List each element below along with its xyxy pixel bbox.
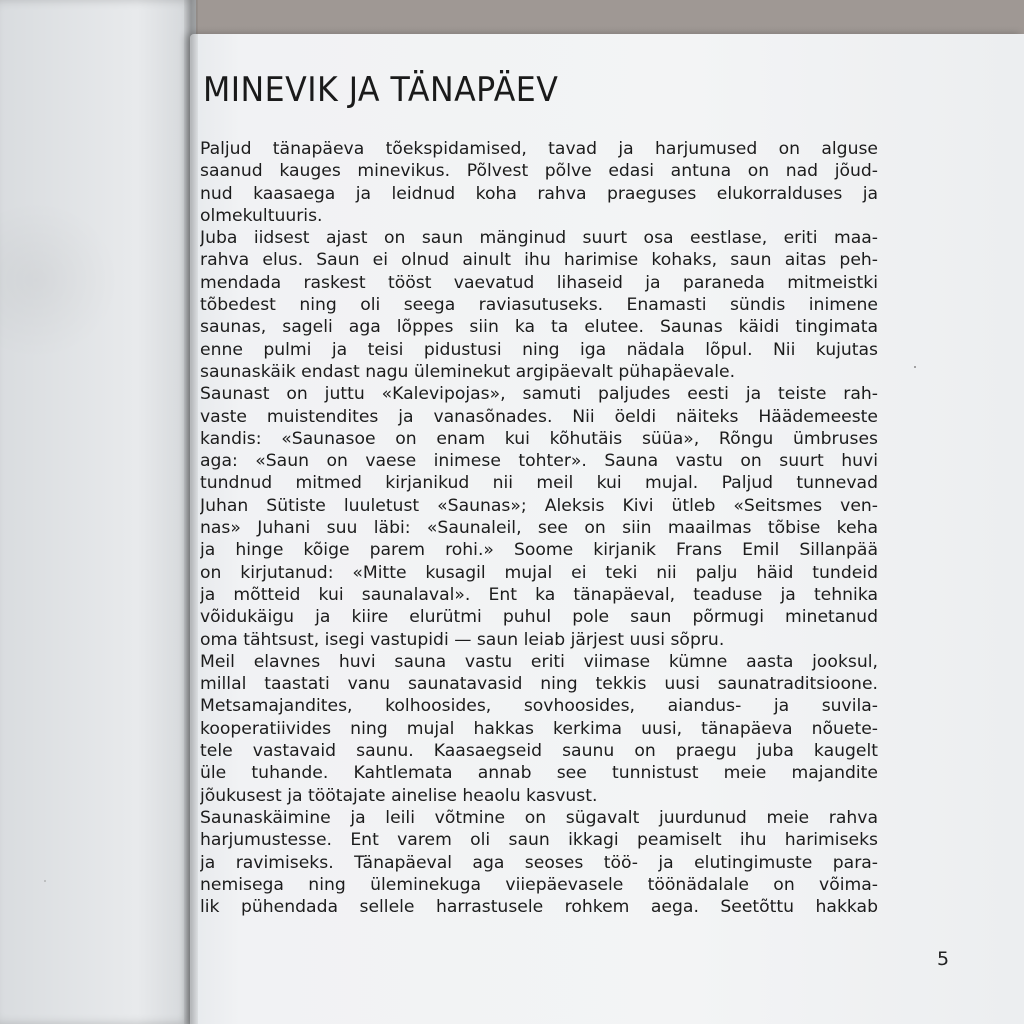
- text-line: lik pühendada sellele harrastusele rohkem aega. Seetõttu hakkab: [200, 897, 878, 918]
- paper-speck: [914, 366, 916, 368]
- text-line: oma tähtsust, isegi vastupidi — saun leiab järjest uusi sõpru.: [200, 629, 725, 650]
- text-line: on kirjutanud: «Mitte kusagil mujal ei teki nii palju häid tundeid: [200, 562, 878, 583]
- text-line: tundnud mitmed kirjanikud nii meil kui mujal. Paljud tunnevad: [200, 473, 878, 494]
- text-line: Saunaskäimine ja leili võtmine on sügavalt juurdunud meie rahva: [200, 807, 878, 828]
- text-line: nemisega ning üleminekuga viiepäevasele töönädalale on võima-: [200, 874, 878, 895]
- body-text: [200, 138, 878, 918]
- text-line: saanud kauges minevikus. Põlvest põlve edasi antuna on nad jõud-: [200, 161, 878, 182]
- left-page: [0, 0, 196, 1024]
- text-line: ja mõtteid kui saunalaval». Ent ka tänapäeval, teaduse ja tehnika: [200, 584, 878, 605]
- text-line: Juhan Sütiste luuletust «Saunas»; Aleksis Kivi ütleb «Seitsmes ven-: [200, 495, 878, 516]
- text-line: Paljud tänapäeva tõekspidamised, tavad ja harjumused on alguse: [200, 139, 878, 159]
- text-line: üle tuhande. Kahtlemata annab see tunnistust meie majandite: [200, 763, 878, 784]
- text-line: harjumustesse. Ent varem oli saun ikkagi peamiselt ihu harimiseks: [200, 830, 878, 851]
- text-line: tele vastavaid saunu. Kaasaegseid saunu on praegu juba kaugelt: [200, 741, 878, 762]
- paper-speck: [44, 880, 46, 882]
- text-line: tõbedest ning oli seega raviasutuseks. Enamasti sündis inimene: [200, 295, 878, 316]
- text-line: Meil elavnes huvi sauna vastu eriti viimase kümne aasta jooksul,: [200, 651, 878, 672]
- chapter-title: MINEVIK JA TÄNAPÄEV: [203, 70, 559, 110]
- text-line: aga: «Saun on vaese inimese tohter». Sauna vastu on suurt huvi: [200, 451, 878, 472]
- text-line: jõukusest ja töötajate ainelise heaolu kasvust.: [200, 785, 598, 806]
- text-line: ja hinge kõige parem rohi.» Soome kirjanik Frans Emil Sillanpää: [200, 540, 878, 561]
- text-line: saunaskäik endast nagu üleminekut argipäevalt pühapäevale.: [200, 361, 736, 382]
- text-line: saunas, sageli aga lõppes siin ka ta elutee. Saunas käidi tingimata: [200, 317, 878, 338]
- text-line: millal taastati vanu saunatavasid ning tekkis uusi saunatraditsioone.: [200, 674, 878, 695]
- text-line: Metsamajandites, kolhoosides, sovhoosides, aiandus- ja suvila-: [200, 696, 878, 717]
- text-line: ja ravimiseks. Tänapäeval aga seoses töö- ja elutingimuste para-: [200, 852, 878, 873]
- text-line: olmekultuuris.: [200, 205, 323, 226]
- book-gutter: [184, 0, 198, 1024]
- text-line: nud kaasaega ja leidnud koha rahva praeguses elukorralduses ja: [200, 183, 878, 204]
- text-line: mendada raskest tööst vaevatud lihaseid ja paraneda mitmeistki: [200, 272, 878, 293]
- text-line: Saunast on juttu «Kalevipojas», samuti paljudes eesti ja teiste rah-: [200, 384, 878, 405]
- text-line: rahva elus. Saun ei olnud ainult ihu harimise kohaks, saun aitas peh-: [200, 250, 878, 271]
- text-line: enne pulmi ja teisi pidustusi ning iga nädala lõpul. Nii kujutas: [200, 339, 878, 360]
- text-line: vaste muistendites ja vanasõnades. Nii öeldi näiteks Häädemeeste: [200, 406, 878, 427]
- page-number: 5: [937, 948, 950, 970]
- text-line: nas» Juhani suu läbi: «Saunaleil, see on siin maailmas tõbise keha: [200, 518, 878, 539]
- text-line: kandis: «Saunasoe on enam kui kõhutäis süüa», Rõngu ümbruses: [200, 428, 878, 449]
- text-line: võidukäigu ja kiire elurütmi puhul pole saun põrmugi minetanud: [200, 607, 878, 628]
- text-line: Juba iidsest ajast on saun mänginud suurt osa eestlase, eriti maa-: [200, 228, 878, 249]
- text-line: kooperatiivides ning mujal hakkas kerkima uusi, tänapäeva nõuete-: [200, 718, 878, 739]
